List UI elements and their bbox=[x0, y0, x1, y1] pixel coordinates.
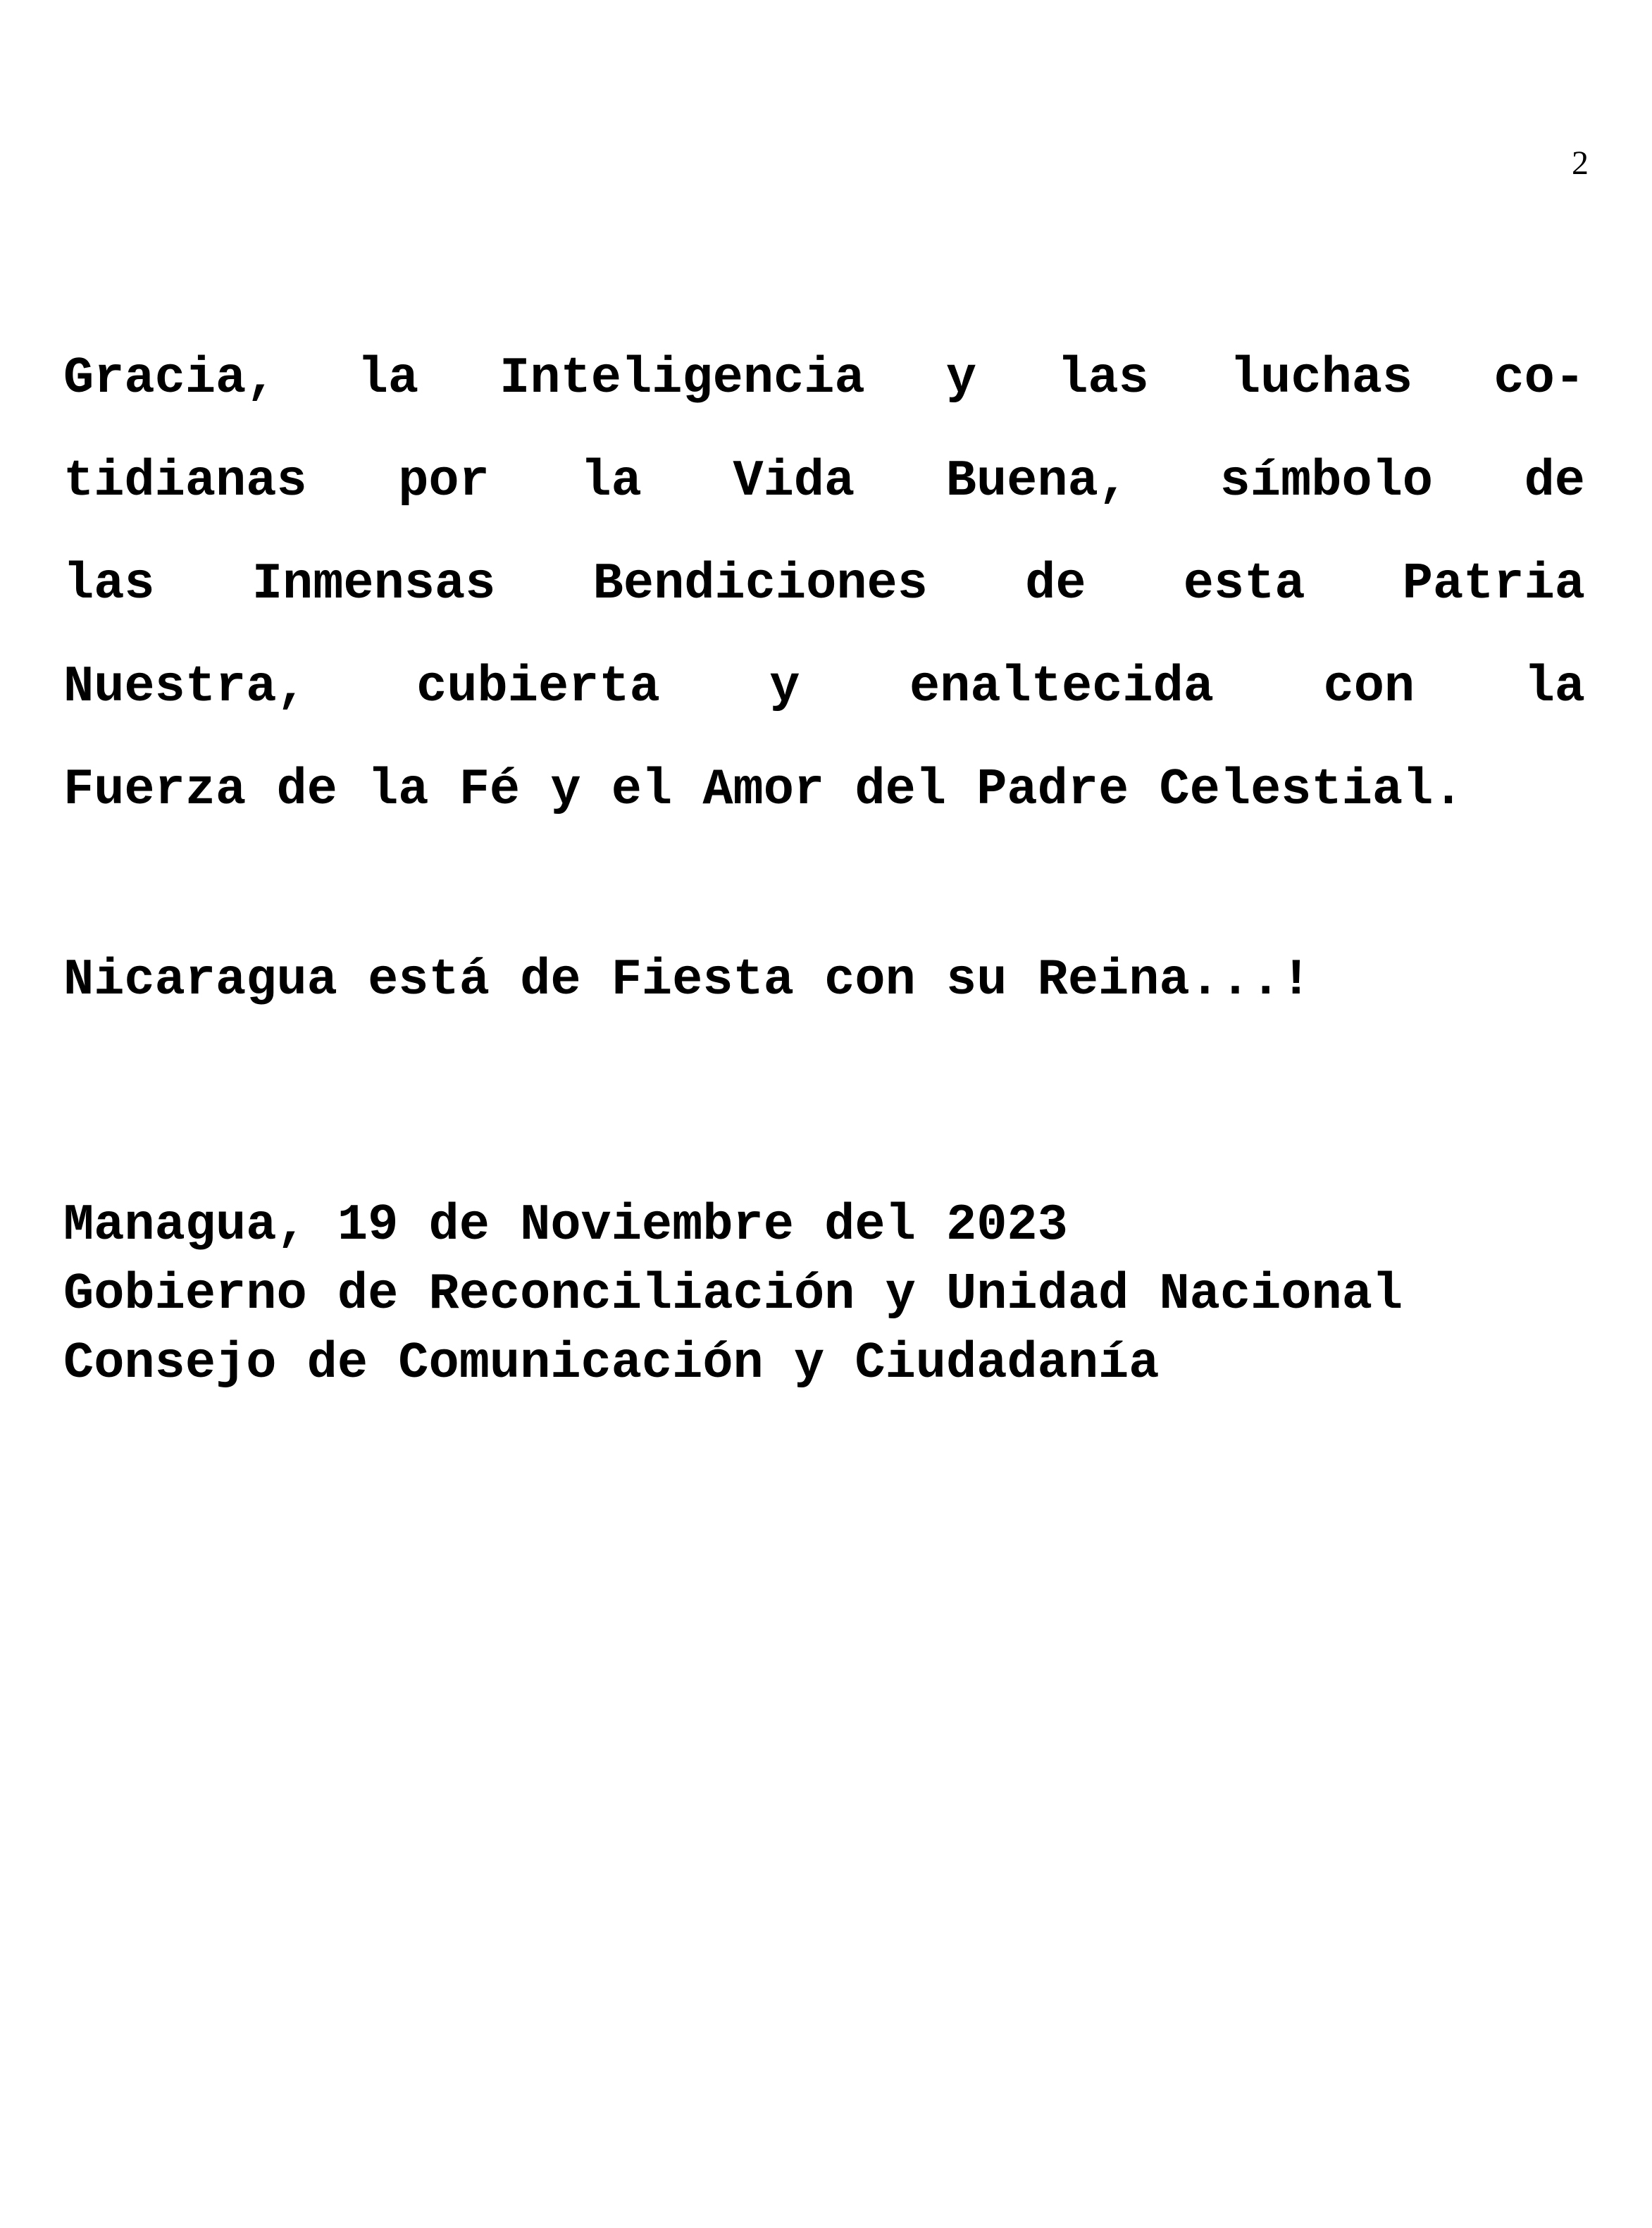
signature-block bbox=[63, 1191, 1585, 1398]
main-paragraph bbox=[63, 327, 1585, 841]
paragraph-line: Gracia, la Inteligencia y las luchas co- bbox=[63, 349, 1585, 407]
government-name: Gobierno de Reconciliación y Unidad Nacional bbox=[63, 1265, 1403, 1323]
closing-exclamation: Nicaragua está de Fiesta con su Reina...! bbox=[63, 951, 1312, 1009]
paragraph-line: las Inmensas Bendiciones de esta Patria bbox=[63, 555, 1585, 613]
paragraph-line: Nuestra, cubierta y enaltecida con la bbox=[63, 658, 1585, 716]
page-number: 2 bbox=[1572, 144, 1589, 182]
place-date: Managua, 19 de Noviembre del 2023 bbox=[63, 1196, 1068, 1254]
paragraph-line: Fuerza de la Fé y el Amor del Padre Celestial. bbox=[63, 761, 1464, 819]
council-name: Consejo de Comunicación y Ciudadanía bbox=[63, 1335, 1160, 1392]
paragraph-line: tidianas por la Vida Buena, símbolo de bbox=[63, 452, 1585, 510]
